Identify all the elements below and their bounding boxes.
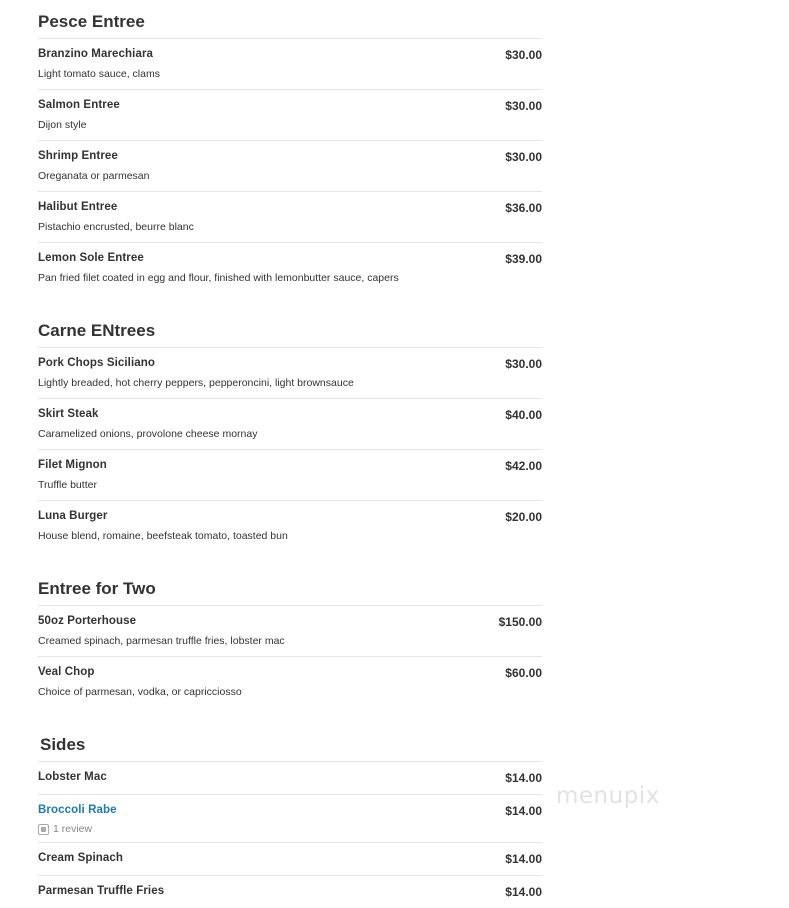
menu-item [38, 348, 542, 399]
menu [38, 0, 542, 908]
item-description: Pan fried filet coated in egg and flour, finished with lemonbutter sauce, capers [38, 272, 399, 284]
item-description: Lightly breaded, hot cherry peppers, pepperoncini, light brownsauce [38, 377, 354, 389]
menu-item [38, 501, 542, 551]
item-name-link[interactable]: Broccoli Rabe [38, 804, 117, 816]
section-entree-for-two [38, 567, 542, 707]
menu-item [38, 192, 542, 243]
section-sides [38, 723, 542, 908]
item-price: $40.00 [505, 408, 542, 422]
item-description: Truffle butter [38, 479, 97, 491]
item-description: House blend, romaine, beefsteak tomato, toasted bun [38, 530, 288, 542]
item-price: $14.00 [505, 885, 542, 899]
item-name: Halibut Entree [38, 201, 118, 213]
menu-item [38, 843, 542, 876]
item-price: $14.00 [505, 804, 542, 818]
item-name: Filet Mignon [38, 459, 107, 471]
section-title: Entree for Two [38, 567, 542, 606]
item-description: Light tomato sauce, clams [38, 68, 160, 80]
item-description: Oreganata or parmesan [38, 170, 150, 182]
menu-item [38, 39, 542, 90]
menu-item [38, 399, 542, 450]
section-carne-entrees [38, 309, 542, 551]
watermark-tagline [556, 768, 696, 779]
item-price: $14.00 [505, 852, 542, 866]
item-name: Cream Spinach [38, 852, 124, 864]
item-name: Lemon Sole Entree [38, 252, 144, 264]
item-price: $150.00 [498, 615, 542, 629]
item-price: $39.00 [505, 252, 542, 266]
item-name: Luna Burger [38, 510, 108, 522]
item-description: Caramelized onions, provolone cheese mornay [38, 428, 258, 440]
menupix-logo: menupix [556, 783, 660, 809]
item-name: Parmesan Truffle Fries [38, 885, 165, 897]
review-count: 1 review [53, 823, 93, 835]
menu-item [38, 657, 542, 707]
item-price: $14.00 [505, 771, 542, 785]
item-price: $60.00 [505, 666, 542, 680]
section-title: Pesce Entree [38, 0, 542, 39]
item-description: Choice of parmesan, vodka, or capricciosso [38, 686, 242, 698]
menu-item [38, 450, 542, 501]
item-price: $30.00 [505, 357, 542, 371]
item-name: Branzino Marechiara [38, 48, 154, 60]
menu-item [38, 795, 542, 843]
menu-item [38, 606, 542, 657]
item-price: $30.00 [505, 99, 542, 113]
menu-item [38, 90, 542, 141]
item-name: Skirt Steak [38, 408, 99, 420]
watermark [556, 768, 696, 809]
item-price: $20.00 [505, 510, 542, 524]
menu-item [38, 876, 542, 908]
item-description: Dijon style [38, 119, 87, 131]
item-description: Creamed spinach, parmesan truffle fries, lobster mac [38, 635, 285, 647]
item-price: $42.00 [505, 459, 542, 473]
item-name: Pork Chops Siciliano [38, 357, 156, 369]
section-title: Carne ENtrees [38, 309, 542, 348]
item-name: Lobster Mac [38, 771, 107, 783]
item-name: Salmon Entree [38, 99, 120, 111]
item-description: Pistachio encrusted, beurre blanc [38, 221, 194, 233]
item-name: 50oz Porterhouse [38, 615, 137, 627]
section-title: Sides [38, 723, 542, 762]
menu-item [38, 141, 542, 192]
item-price: $36.00 [505, 201, 542, 215]
review-link[interactable] [38, 823, 92, 835]
section-pesce-entree [38, 0, 542, 293]
menu-item [38, 243, 542, 293]
review-icon [38, 824, 49, 835]
item-price: $30.00 [505, 48, 542, 62]
item-price: $30.00 [505, 150, 542, 164]
item-name: Veal Chop [38, 666, 95, 678]
item-name: Shrimp Entree [38, 150, 118, 162]
menu-item [38, 762, 542, 795]
